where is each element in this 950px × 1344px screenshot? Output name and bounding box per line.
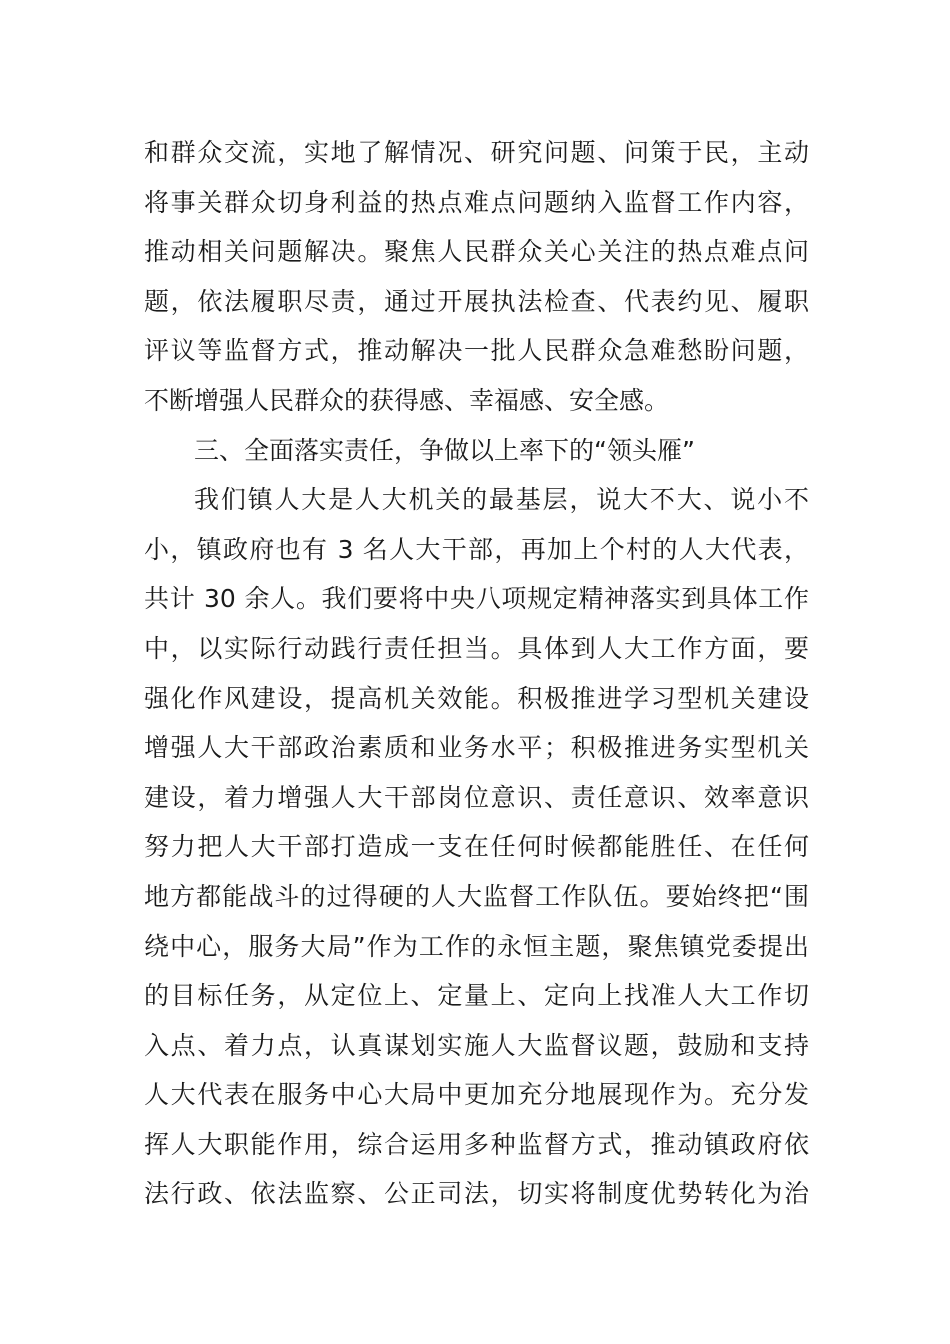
text-line: 绕中心，服务大局”作为工作的永恒主题，聚焦镇党委提出 — [144, 931, 809, 961]
text-line: 努力把人大干部打造成一支在任何时候都能胜任、在任何 — [144, 832, 809, 862]
text-line: 入点、着力点，认真谋划实施人大监督议题，鼓励和支持 — [144, 1030, 809, 1060]
paragraph-end-line: 不断增强人民群众的获得感、幸福感、安全感。 — [144, 385, 670, 415]
text-line: 题，依法履职尽责，通过开展执法检查、代表约见、履职 — [144, 286, 809, 316]
text-line: 建设，着力增强人大干部岗位意识、责任意识、效率意识 — [144, 782, 809, 812]
text-line: 强化作风建设，提高机关效能。积极推进学习型机关建设 — [144, 683, 809, 713]
text-line: 地方都能战斗的过得硬的人大监督工作队伍。要始终把“围 — [144, 881, 809, 911]
text-line: 人大代表在服务中心大局中更加充分地展现作为。充分发 — [144, 1080, 809, 1110]
section-heading: 三、全面落实责任，争做以上率下的“领头雁” — [194, 435, 695, 465]
text-line: 共计 30 余人。我们要将中央八项规定精神落实到具体工作 — [144, 584, 809, 614]
text-line: 和群众交流，实地了解情况、研究问题、问策于民，主动 — [144, 138, 809, 167]
body-text — [144, 128, 809, 1219]
text-line: 增强人大干部政治素质和业务水平；积极推进务实型机关 — [144, 733, 809, 763]
text-line: 法行政、依法监察、公正司法，切实将制度优势转化为治 — [144, 1179, 809, 1209]
text-line: 挥人大职能作用，综合运用多种监督方式，推动镇政府依 — [144, 1129, 809, 1159]
paragraph-first-line: 我们镇人大是人大机关的最基层，说大不大、说小不 — [194, 485, 809, 515]
text-line: 将事关群众切身利益的热点难点问题纳入监督工作内容， — [144, 187, 809, 217]
text-line: 的目标任务，从定位上、定量上、定向上找准人大工作切 — [144, 981, 809, 1011]
text-line: 推动相关问题解决。聚焦人民群众关心关注的热点难点问 — [144, 237, 809, 267]
text-line: 评议等监督方式，推动解决一批人民群众急难愁盼问题， — [144, 336, 809, 366]
text-line: 小，镇政府也有 3 名人大干部，再加上个村的人大代表， — [144, 534, 809, 564]
text-line: 中，以实际行动践行责任担当。具体到人大工作方面，要 — [144, 633, 809, 663]
